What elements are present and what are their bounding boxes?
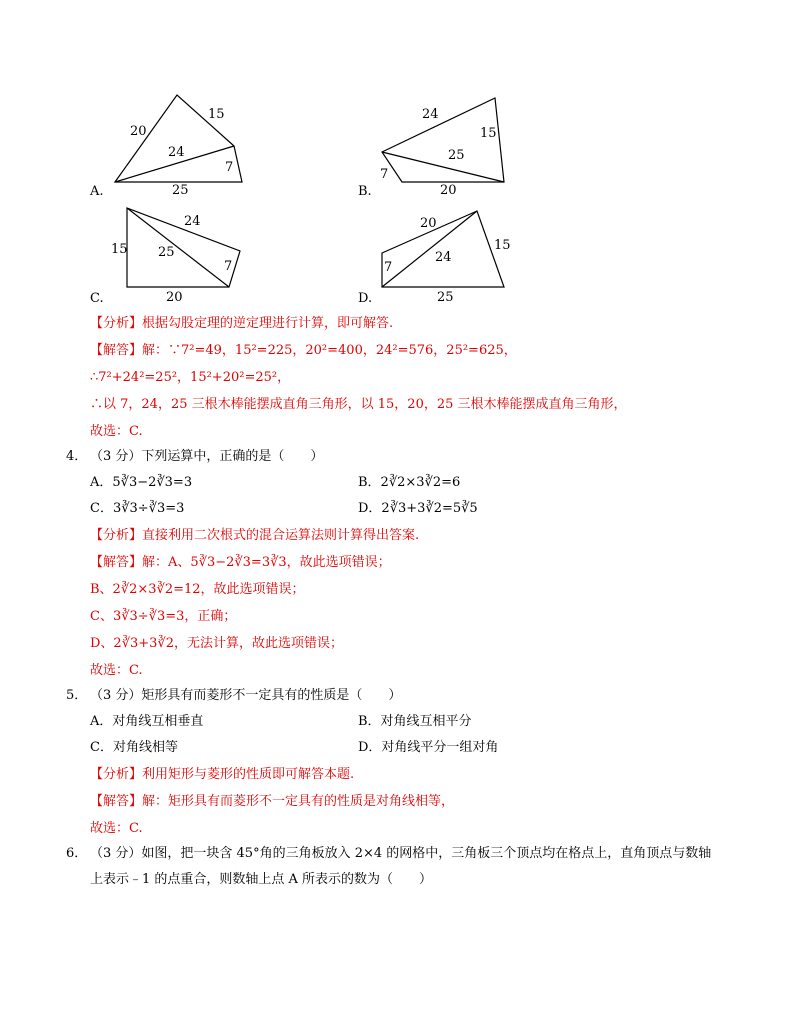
q5-stem: （3 分）矩形具有而菱形不一定具有的性质是（ ）	[90, 688, 402, 703]
q4-number: 4．	[66, 449, 88, 464]
figure-a-label-15: 15	[208, 107, 225, 122]
q3-analysis: 【分析】根据勾股定理的逆定理进行计算，即可解答.	[90, 316, 394, 331]
q3-answer-line3: ∴以 7，24，25 三根木棒能摆成直角三角形，以 15，20，25 三根木棒能摆成直角三角形，	[90, 397, 627, 412]
q5-option-b: B．对角线互相平分	[358, 714, 472, 729]
q4-answer-a: 【解答】解：A、5∛3−2∛3=3∛3，故此选项错误；	[90, 555, 391, 570]
figure-a-label-25: 25	[172, 183, 189, 198]
figure-b-label-7: 7	[380, 167, 389, 182]
q5-option-a: A．对角线互相垂直	[90, 714, 204, 729]
figure-c-label-24: 24	[184, 214, 201, 229]
q4-analysis: 【分析】直接利用二次根式的混合运算法则计算得出答案.	[90, 528, 420, 543]
q4-stem: （3 分）下列运算中，正确的是（ ）	[90, 449, 324, 464]
figure-c-letter: C.	[90, 291, 104, 306]
q3-choice: 故选：C.	[90, 424, 143, 439]
q3-answer-line1: 【解答】解：∵7²=49，15²=225，20²=400，24²=576，25²=625，	[90, 343, 517, 358]
q4-choice: 故选：C.	[90, 663, 143, 678]
q5-analysis: 【分析】利用矩形与菱形的性质即可解答本题.	[90, 767, 355, 782]
q5-option-d: D．对角线平分一组对角	[358, 740, 499, 755]
figure-d-label-24: 24	[435, 250, 452, 265]
figure-d-label-7: 7	[384, 260, 393, 275]
figure-a-label-7: 7	[225, 160, 234, 175]
figure-d-label-20: 20	[420, 216, 437, 231]
figure-b	[370, 90, 520, 198]
figure-c	[110, 203, 250, 305]
figure-b-label-15: 15	[480, 126, 497, 141]
q5-answer: 【解答】解：矩形具有而菱形不一定具有的性质是对角线相等，	[90, 794, 455, 809]
figure-d	[370, 203, 520, 305]
figure-c-label-25: 25	[158, 245, 175, 260]
figure-b-label-25: 25	[448, 148, 465, 163]
q4-option-c: C．3∛3÷∛3=3	[90, 501, 185, 516]
q4-option-d: D．2∛3+3∛2=5∛5	[358, 501, 478, 516]
figure-a-label-20: 20	[130, 124, 147, 139]
q6-number: 6．	[66, 846, 88, 861]
q6-stem-line2: 上表示﹣1 的点重合，则数轴上点 A 所表示的数为（ ）	[90, 872, 433, 887]
figure-a	[110, 90, 250, 198]
q4-answer-d: D、2∛3+3∛2，无法计算，故此选项错误；	[90, 636, 343, 651]
q4-option-b: B．2∛2×3∛2=6	[358, 475, 461, 490]
q5-number: 5．	[66, 688, 88, 703]
q5-option-c: C．对角线相等	[90, 740, 178, 755]
figure-d-label-15: 15	[494, 238, 511, 253]
figure-c-label-20: 20	[166, 290, 183, 305]
figure-c-label-15: 15	[111, 242, 128, 257]
figure-d-label-25: 25	[437, 290, 454, 305]
figure-a-letter: A.	[90, 184, 104, 199]
figure-c-label-7: 7	[224, 259, 233, 274]
figure-b-label-24: 24	[422, 107, 439, 122]
figure-b-letter: B.	[358, 184, 372, 199]
figure-d-letter: D.	[358, 291, 373, 306]
figure-b-label-20: 20	[440, 183, 457, 198]
q4-option-a: A．5∛3−2∛3=3	[90, 475, 193, 490]
q3-answer-line2: ∴7²+24²=25²，15²+20²=25²，	[90, 370, 291, 385]
q6-stem-line1: （3 分）如图，把一块含 45°角的三角板放入 2×4 的网格中，三角板三个顶点均在格点上，直角顶点与数轴	[90, 846, 712, 861]
q4-answer-c: C、3∛3÷∛3=3，正确；	[90, 609, 237, 624]
figure-a-label-24: 24	[168, 145, 185, 160]
q4-answer-b: B、2∛2×3∛2=12，故此选项错误；	[90, 582, 305, 597]
q5-choice: 故选：C.	[90, 821, 143, 836]
